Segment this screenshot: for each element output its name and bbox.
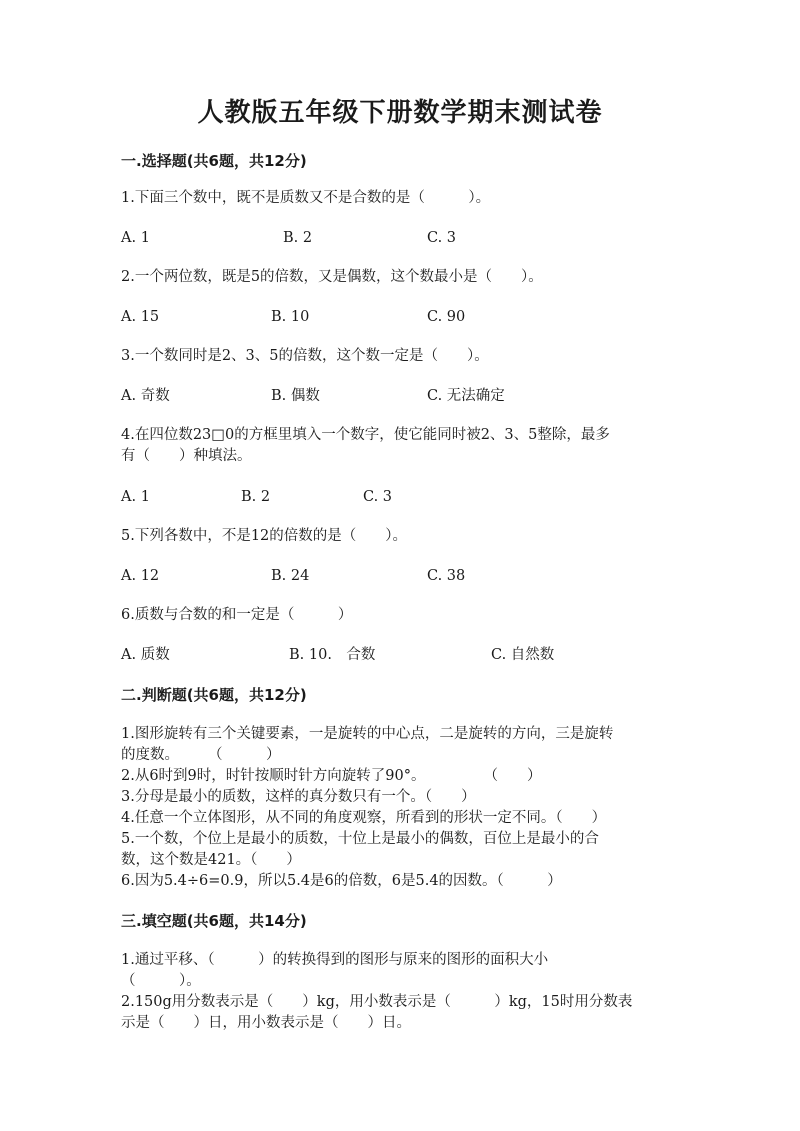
question-text: 2.150g用分数表示是（ ）kg，用小数表示是（ ）kg，15时用分数表 [121, 994, 633, 1010]
option-a: A. 奇数 [121, 388, 170, 404]
option-b: B. 10 [271, 309, 310, 325]
question-text: 5.一个数，个位上是最小的质数，十位上是最小的偶数，百位上是最小的合 [121, 831, 599, 847]
option-a: A. 质数 [121, 647, 170, 663]
option-b: B. 24 [271, 568, 310, 584]
option-b: B. 10. 合数 [289, 647, 376, 663]
question-text: 1.图形旋转有三个关键要素，一是旋转的中心点，二是旋转的方向，三是旋转 [121, 726, 614, 742]
option-b: B. 2 [241, 489, 271, 505]
question-text: 4.任意一个立体图形，从不同的角度观察，所看到的形状一定不同。（ ） [121, 810, 607, 826]
option-c: C. 无法确定 [427, 388, 505, 404]
question-text: 2.从6时到9时，时针按顺时针方向旋转了90°。 （ ） [121, 768, 542, 784]
option-c: C. 90 [427, 309, 466, 325]
page-title: 人教版五年级下册数学期末测试卷 [197, 98, 603, 128]
option-c: C. 38 [427, 568, 466, 584]
option-b: B. 2 [283, 230, 313, 246]
question-text: 3.一个数同时是2、3、5的倍数，这个数一定是（ ）。 [121, 348, 489, 364]
question-text: 4.在四位数23□0的方框里填入一个数字，使它能同时被2、3、5整除，最多 [121, 427, 610, 443]
question-text: 1.下面三个数中，既不是质数又不是合数的是（ ）。 [121, 190, 491, 206]
option-a: A. 15 [121, 309, 160, 325]
question-text: 有（ ）种填法。 [121, 448, 252, 464]
question-text: 数，这个数是421。（ ） [121, 852, 301, 868]
question-text: 2.一个两位数，既是5的倍数，又是偶数，这个数最小是（ ）。 [121, 269, 543, 285]
option-c: C. 3 [427, 230, 457, 246]
option-a: A. 12 [121, 568, 160, 584]
question-text: 示是（ ）日，用小数表示是（ ）日。 [121, 1015, 411, 1031]
option-b: B. 偶数 [271, 388, 320, 404]
option-c: C. 3 [363, 489, 393, 505]
question-text: 3.分母是最小的质数，这样的真分数只有一个。（ ） [121, 789, 476, 805]
question-text: 6.质数与合数的和一定是（ ） [121, 607, 353, 623]
question-text: 1.通过平移、（ ）的转换得到的图形与原来的图形的面积大小 [121, 952, 549, 968]
question-text: （ ）。 [121, 973, 201, 989]
option-a: A. 1 [121, 489, 150, 505]
option-a: A. 1 [121, 230, 150, 246]
question-text: 的度数。 （ ） [121, 747, 281, 763]
option-c: C. 自然数 [491, 647, 555, 663]
section-heading-judge: 二.判断题(共6题，共12分) [121, 686, 307, 704]
section-heading-choice: 一.选择题(共6题，共12分) [121, 152, 307, 170]
section-heading-fill: 三.填空题(共6题，共14分) [121, 912, 307, 930]
question-text: 5.下列各数中，不是12的倍数的是（ ）。 [121, 528, 408, 544]
question-text: 6.因为5.4÷6=0.9，所以5.4是6的倍数，6是5.4的因数。（ ） [121, 873, 562, 889]
